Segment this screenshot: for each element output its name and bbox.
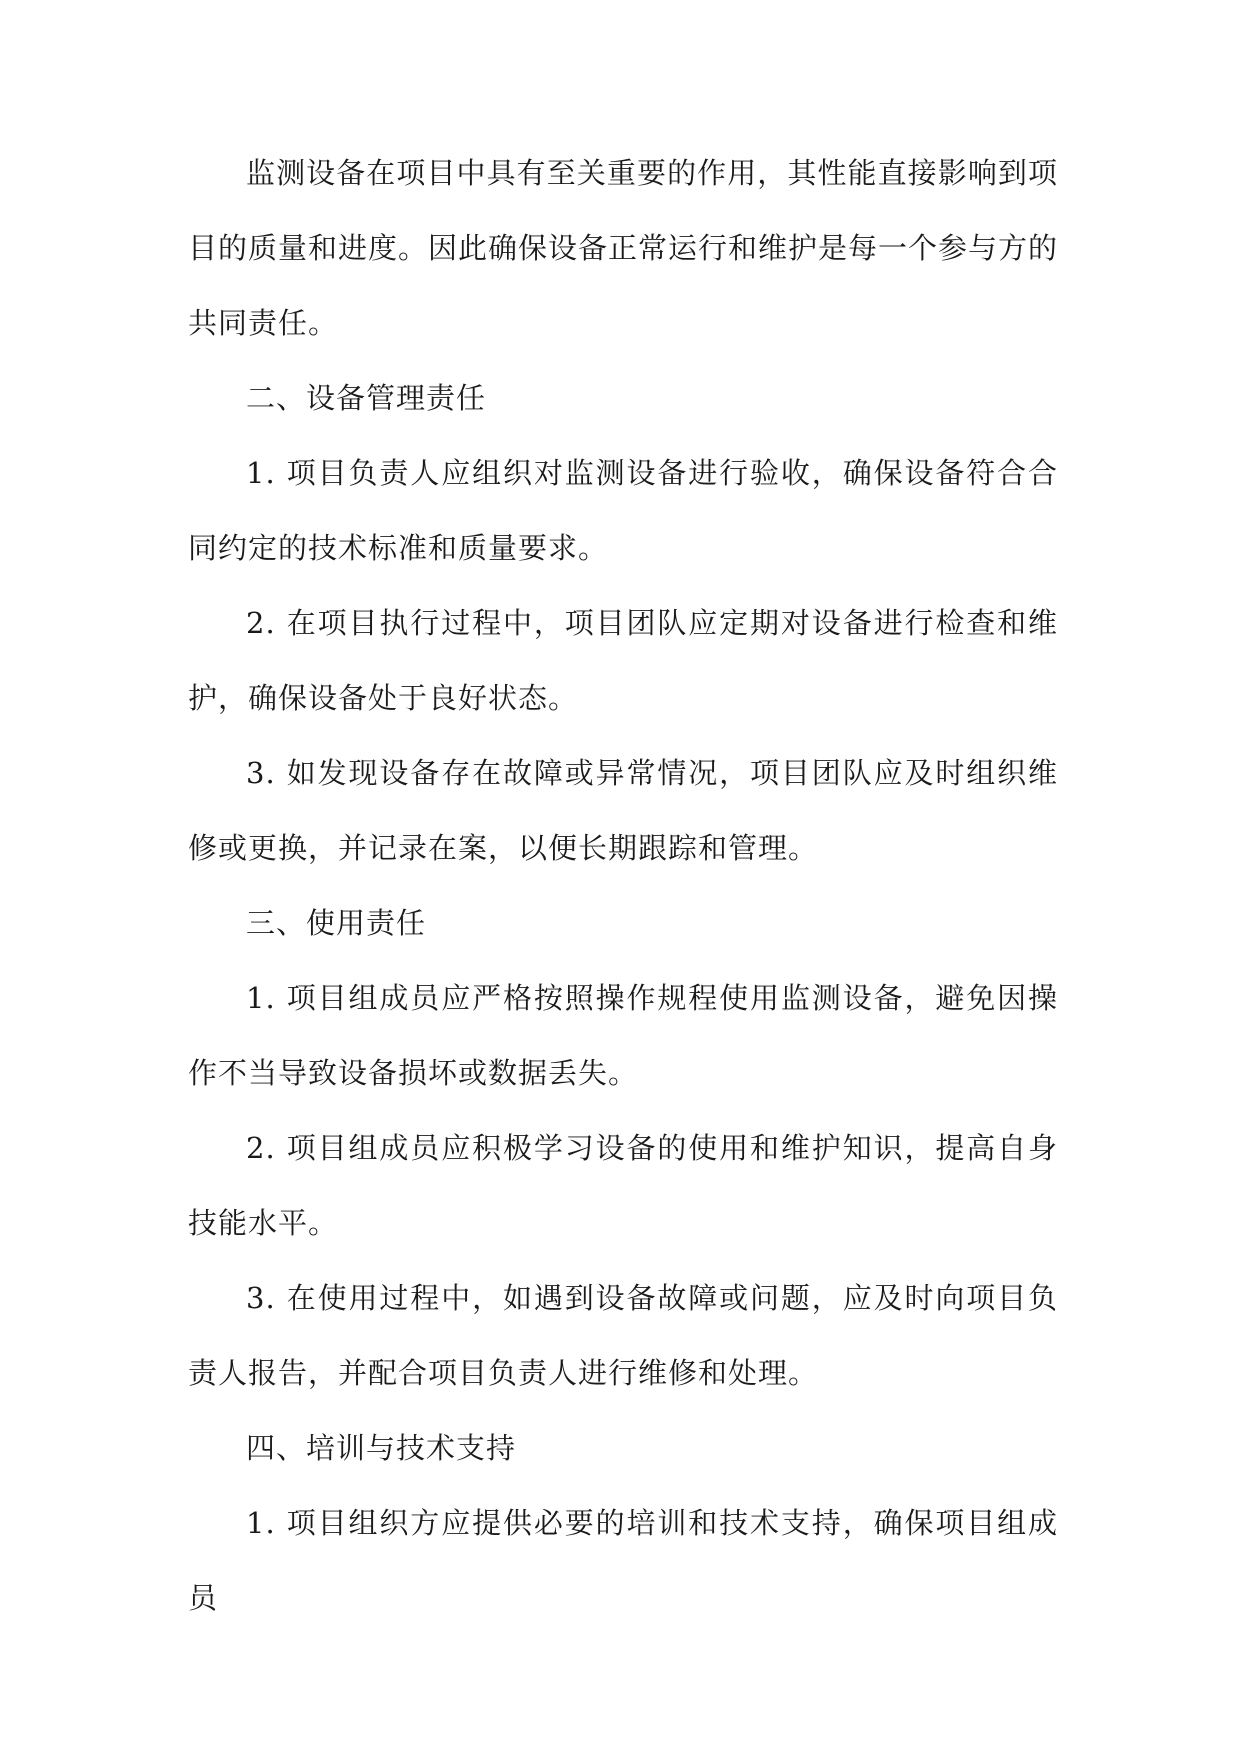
list-item: 3. 在使用过程中，如遇到设备故障或问题，应及时向项目负责人报告，并配合项目负责人进行维修和处理。: [188, 1281, 1058, 1390]
section-heading-equipment-management: 二、设备管理责任: [246, 381, 487, 415]
list-item: 2. 在项目执行过程中，项目团队应定期对设备进行检查和维护，确保设备处于良好状态。: [188, 606, 1058, 715]
section-heading-usage: 三、使用责任: [246, 906, 427, 940]
list-item: 1. 项目组织方应提供必要的培训和技术支持，确保项目组成员: [188, 1506, 1058, 1615]
document-body: [188, 136, 1058, 1636]
list-item: 1. 项目组成员应严格按照操作规程使用监测设备，避免因操作不当导致设备损坏或数据丢失。: [188, 981, 1058, 1090]
list-item: 2. 项目组成员应积极学习设备的使用和维护知识，提高自身技能水平。: [188, 1131, 1058, 1240]
list-item: 1. 项目负责人应组织对监测设备进行验收，确保设备符合合同约定的技术标准和质量要求。: [188, 456, 1058, 565]
intro-paragraph: 监测设备在项目中具有至关重要的作用，其性能直接影响到项目的质量和进度。因此确保设备正常运行和维护是每一个参与方的共同责任。: [188, 156, 1059, 340]
list-item: 3. 如发现设备存在故障或异常情况，项目团队应及时组织维修或更换，并记录在案，以便长期跟踪和管理。: [188, 756, 1058, 865]
section-heading-training: 四、培训与技术支持: [246, 1431, 517, 1465]
